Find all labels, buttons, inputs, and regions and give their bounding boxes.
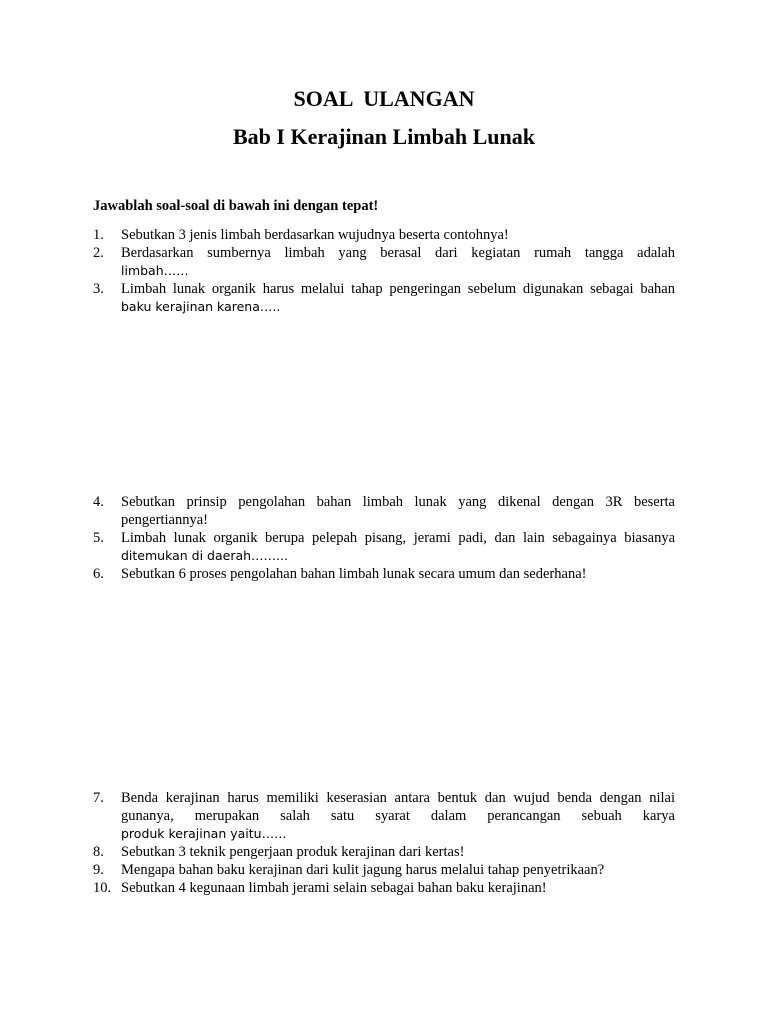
question-number: 8. <box>93 844 104 860</box>
question-text: Benda kerajinan harus memiliki keserasian antara bentuk dan wujud benda dengan nilai gunanya, merupakan salah satu syarat dalam perancangan sebuah karya <box>121 790 675 824</box>
question-text: Sebutkan prinsip pengolahan bahan limbah lunak yang dikenal dengan 3R beserta pengertiannya! <box>121 494 675 528</box>
question-answer-blank: baku kerajinan karena….. <box>121 299 281 314</box>
question-item-7 <box>93 789 675 843</box>
question-number: 7. <box>93 790 104 806</box>
question-number: 10. <box>93 880 112 896</box>
document-title: SOAL ULANGAN <box>293 86 475 111</box>
document-subtitle: Bab I Kerajinan Limbah Lunak <box>233 124 535 149</box>
question-number: 6. <box>93 566 104 582</box>
question-item-6 <box>93 565 675 583</box>
question-text: Limbah lunak organik berupa pelepah pisang, jerami padi, dan lain sebagainya biasanya <box>121 530 675 546</box>
question-item-4 <box>93 493 675 529</box>
question-text: Sebutkan 6 proses pengolahan bahan limbah lunak secara umum dan sederhana! <box>121 566 587 582</box>
question-answer-blank: ditemukan di daerah……... <box>121 548 288 563</box>
question-text: Mengapa bahan baku kerajinan dari kulit jagung harus melalui tahap penyetrikaan? <box>121 862 605 878</box>
question-item-3 <box>93 280 675 316</box>
question-text: Berdasarkan sumbernya limbah yang berasal dari kegiatan rumah tangga adalah <box>121 245 675 261</box>
question-answer-blank: limbah…… <box>121 263 189 278</box>
question-number: 3. <box>93 281 104 297</box>
question-number: 2. <box>93 245 104 261</box>
question-number: 4. <box>93 494 104 510</box>
question-list-group-3 <box>93 789 675 897</box>
question-item-5 <box>93 529 675 565</box>
question-number: 1. <box>93 227 104 243</box>
question-answer-blank: produk kerajinan yaitu…… <box>121 826 287 841</box>
question-item-1 <box>93 226 675 244</box>
question-item-8 <box>93 843 675 861</box>
question-item-10 <box>93 879 675 897</box>
question-number: 5. <box>93 530 104 546</box>
question-list-group-1 <box>93 226 675 316</box>
question-text: Sebutkan 3 teknik pengerjaan produk kerajinan dari kertas! <box>121 844 465 860</box>
instruction-text: Jawablah soal-soal di bawah ini dengan tepat! <box>93 198 379 214</box>
question-item-2 <box>93 244 675 280</box>
question-number: 9. <box>93 862 104 878</box>
question-text: Limbah lunak organik harus melalui tahap pengeringan sebelum digunakan sebagai bahan <box>121 281 675 297</box>
question-text: Sebutkan 4 kegunaan limbah jerami selain sebagai bahan baku kerajinan! <box>121 880 547 896</box>
question-item-9 <box>93 861 675 879</box>
question-text: Sebutkan 3 jenis limbah berdasarkan wujudnya beserta contohnya! <box>121 227 509 243</box>
question-list-group-2 <box>93 493 675 583</box>
